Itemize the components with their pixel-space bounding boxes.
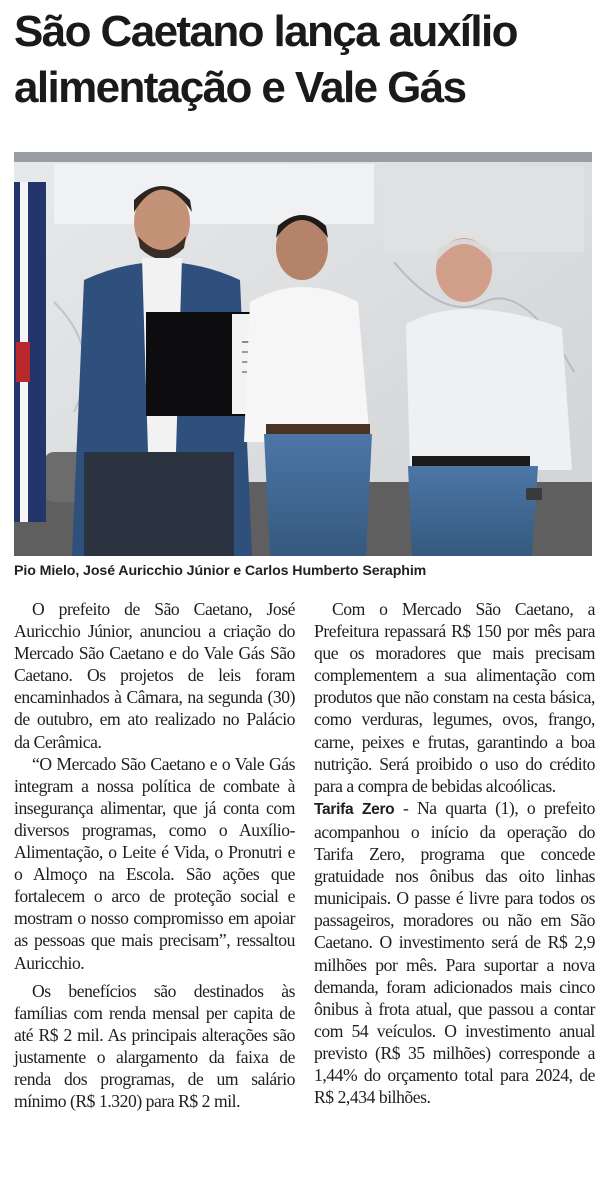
news-photo [14, 152, 592, 556]
paragraph-3: Os benefícios são destinados às famílias com renda mensal per capita de até R$ 2 mil. As principais alterações são justamente o alargamento da faixa de renda dos programas, de um salário mínimo (R$ 1.320) para R$ 2 mil. [14, 980, 295, 1112]
paragraph-1: O prefeito de São Caetano, José Auricchio Júnior, anunciou a criação do Mercado São Caetano e do Vale Gás São Caetano. Os projetos de leis foram encaminhados à Câmara, na segunda (30) de outubro, em ato realizado no Palácio da Cerâmica. [14, 599, 295, 752]
photo-caption: Pio Mielo, José Auricchio Júnior e Carlos Humberto Seraphim [14, 563, 427, 579]
article-column-right [314, 598, 595, 1108]
paragraph-4: Com o Mercado São Caetano, a Prefeitura repassará R$ 150 por mês para que os moradores que mais precisam complementem a sua alimentação com produtos que não constam na cesta básica, como verduras, legumes, ovos, frango, carne, peixes e frutas, garantindo a boa nutrição. Será proibido o uso do crédito para a compra de bebidas alcoólicas. [314, 599, 595, 796]
paragraph-5 [314, 797, 595, 1108]
headline-line-1: São Caetano lança auxílio [14, 7, 517, 56]
paragraph-2: “O Mercado São Caetano e o Vale Gás integram a nossa política de combate à insegurança alimentar, que já conta com diversos programas, como o Auxílio-Alimentação, o Leite é Vida, o Pronutri e o Almoço na Escola. São ações que fortalecem o arco de proteção social e mostram o nosso compromisso em apoiar as pessoas que mais precisam”, ressaltou Auricchio. [14, 753, 295, 973]
paragraph-5-text: - Na quarta (1), o prefeito acompanhou o início da operação do Tarifa Zero, programa que concede gratuidade nos ônibus das oito linhas municipais. O passe é livre para todos os passageiros, moradores ou não em São Caetano. O investimento será de R$ 2,9 milhões por mês. Para suportar a nova demanda, foram adicionados mais cinco ônibus à frota atual, que passou a contar com 54 veículos. O investimento anual previsto (R$ 35 milhões) corresponde a 1,44% do orçamento total para 2024, de R$ 2,434 bilhões. [314, 797, 595, 1108]
headline [14, 4, 594, 116]
headline-line-2: alimentação e Vale Gás [14, 63, 466, 112]
paragraph-5-kicker: Tarifa Zero [314, 800, 395, 818]
article-column-left [14, 598, 295, 1112]
